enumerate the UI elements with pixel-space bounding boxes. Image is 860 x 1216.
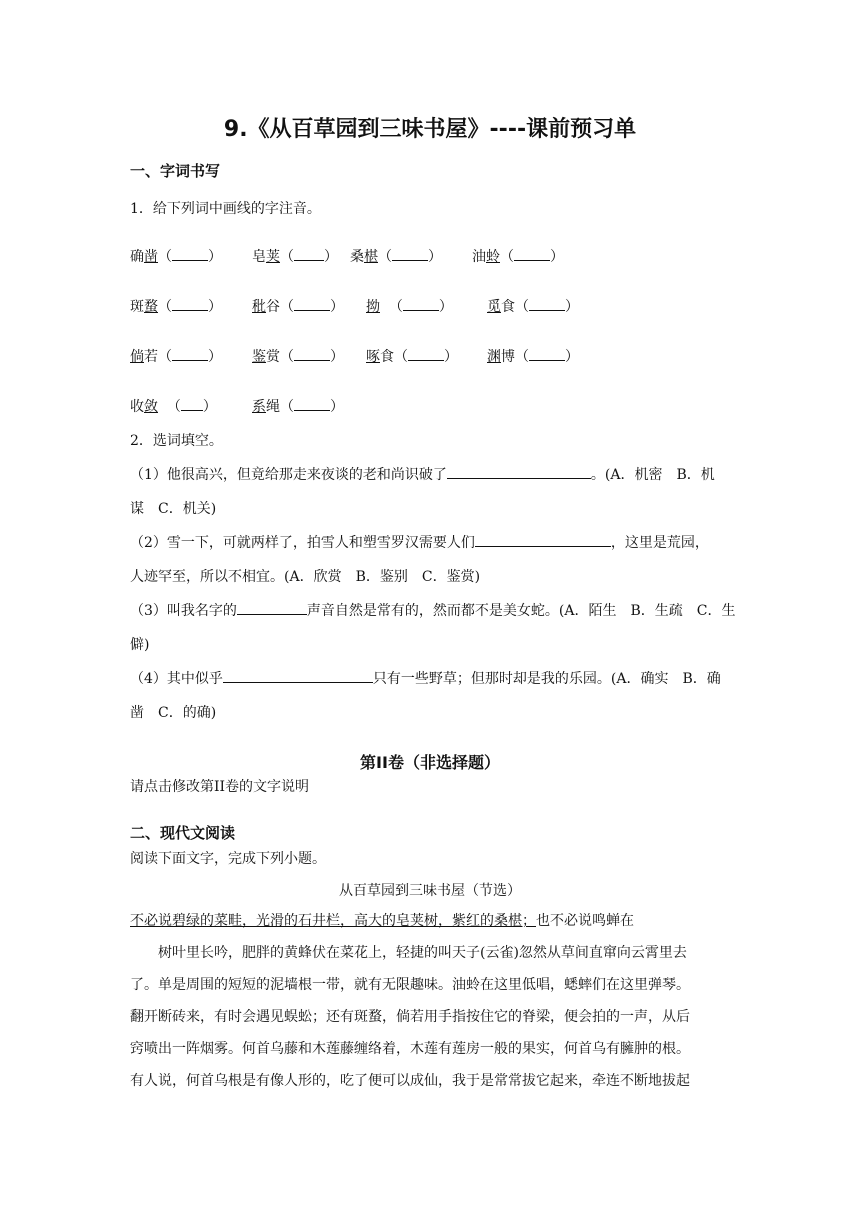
- fill-item-cont: 凿 C．的确): [130, 705, 217, 721]
- passage-line: 树叶里长吟，肥胖的黄蜂伏在菜花上，轻捷的叫天子(云雀)忽然从草间直窜向云霄里去: [130, 945, 687, 961]
- answer-blank[interactable]: [172, 296, 208, 311]
- answer-blank[interactable]: [529, 346, 565, 361]
- pinyin-item: 系绳（ ）: [252, 396, 344, 416]
- fill-item-line: （2）雪一下，可就两样了，拍雪人和塑雪罗汉需要人们 ，这里是荒园，: [130, 532, 709, 552]
- reading-instruction: 阅读下面文字，完成下列小题。: [130, 851, 326, 867]
- answer-blank[interactable]: [392, 246, 428, 261]
- passage-line: 窍喷出一阵烟雾。何首乌藤和木莲藤缠络着，木莲有莲房一般的果实，何首乌有臃肿的根。: [130, 1041, 690, 1057]
- passage-title: 从百草园到三味书屋（节选）: [339, 883, 521, 899]
- part2-heading: 第II卷（非选择题）: [360, 753, 500, 772]
- pinyin-item: 收敛 （ ）: [130, 396, 217, 416]
- answer-blank[interactable]: [294, 346, 330, 361]
- pinyin-item: 鉴赏（ ）: [252, 346, 344, 366]
- pinyin-item: 皂荚（ ）: [252, 246, 338, 266]
- section2-heading: 二、现代文阅读: [130, 824, 236, 842]
- passage-line: 了。单是周围的短短的泥墙根一带，就有无限趣味。油蛉在这里低唱，蟋蟀们在这里弹琴。: [130, 977, 690, 993]
- answer-blank[interactable]: [172, 246, 208, 261]
- answer-blank[interactable]: [403, 296, 439, 311]
- fill-item-cont: 谋 C．机关): [130, 501, 217, 517]
- passage-line: 翻开断砖来，有时会遇见蜈蚣；还有斑蝥，倘若用手指按住它的脊梁，便会拍的一声，从后: [130, 1009, 690, 1025]
- fill-item-line: （3）叫我名字的 声音自然是常有的，然而都不是美女蛇。(A．陌生 B．生疏 C．生: [130, 600, 736, 620]
- pinyin-item: 渊博（ ）: [487, 346, 579, 366]
- fill-item-line: （4）其中似乎 只有一些野草；但那时却是我的乐园。(A．确实 B．确: [130, 668, 721, 688]
- underlined-sentence: 不必说碧绿的菜畦，光滑的石井栏，高大的皂荚树，紫红的桑椹；: [130, 913, 536, 929]
- answer-blank[interactable]: [172, 346, 208, 361]
- pinyin-item: 确凿（ ）: [130, 246, 222, 266]
- pinyin-item: 啄食（ ）: [366, 346, 458, 366]
- answer-blank[interactable]: [294, 246, 324, 261]
- answer-blank[interactable]: [514, 246, 550, 261]
- page-title: 9.《从百草园到三味书屋》----课前预习单: [223, 117, 637, 142]
- fill-blank[interactable]: [237, 600, 307, 615]
- passage-line: 有人说，何首乌根是有像人形的，吃了便可以成仙，我于是常常拔它起来，牵连不断地拔起: [130, 1073, 690, 1089]
- pinyin-item: 觅食（ ）: [487, 296, 579, 316]
- fill-blank[interactable]: [223, 668, 373, 683]
- answer-blank[interactable]: [294, 296, 330, 311]
- answer-blank[interactable]: [294, 396, 330, 411]
- answer-blank[interactable]: [181, 396, 203, 411]
- fill-item-cont: 人迹罕至，所以不相宜。(A．欣赏 B．鉴别 C．鉴赏): [130, 569, 481, 585]
- fill-item-cont: 僻): [130, 637, 150, 653]
- fill-blank[interactable]: [447, 464, 591, 479]
- answer-blank[interactable]: [408, 346, 444, 361]
- pinyin-item: 油蛉（ ）: [472, 246, 564, 266]
- pinyin-item: 倘若（ ）: [130, 346, 222, 366]
- answer-blank[interactable]: [529, 296, 565, 311]
- pinyin-item: 秕谷（ ）: [252, 296, 344, 316]
- passage-first-line: 不必说碧绿的菜畦，光滑的石井栏，高大的皂荚树，紫红的桑椹；也不必说鸣蝉在: [130, 913, 634, 929]
- fill-item-line: （1）他很高兴，但竟给那走来夜谈的老和尚识破了 。(A．机密 B．机: [130, 464, 715, 484]
- pinyin-item: 桑椹（ ）: [350, 246, 442, 266]
- pinyin-item: 斑蝥（ ）: [130, 296, 222, 316]
- pinyin-item: 拗 （ ）: [366, 296, 453, 316]
- fill-blank[interactable]: [475, 532, 611, 547]
- part2-note[interactable]: 请点击修改第II卷的文字说明: [130, 779, 310, 795]
- section1-heading: 一、字词书写: [130, 162, 221, 180]
- q2-label: 2．选词填空。: [130, 433, 223, 449]
- q1-label: 1．给下列词中画线的字注音。: [130, 201, 321, 217]
